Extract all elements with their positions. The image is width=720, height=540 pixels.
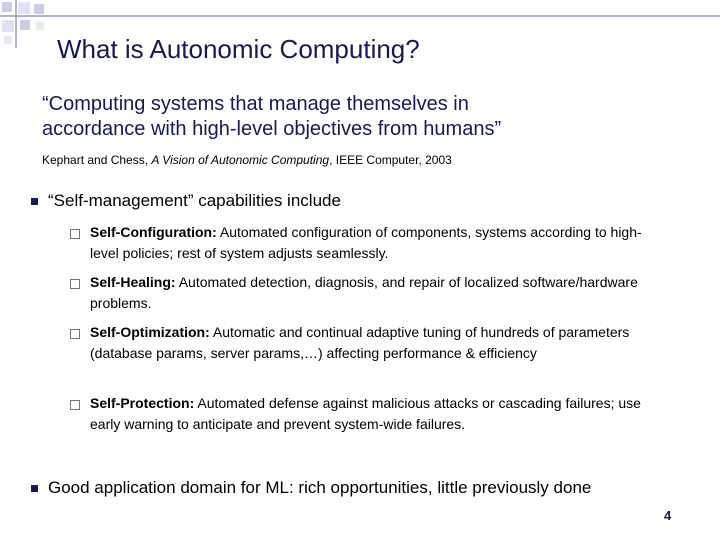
citation-work: A Vision of Autonomic Computing	[151, 153, 330, 167]
citation	[42, 153, 452, 167]
page-number: 4	[664, 508, 672, 523]
subitem-text: Automated detection, diagnosis, and repair of localized software/hardware problems.	[90, 274, 638, 311]
subitem-term: Self-Optimization:	[90, 324, 210, 340]
citation-authors: Kephart and Chess,	[42, 153, 152, 167]
checkbox-icon	[70, 329, 80, 339]
checkbox-icon	[70, 279, 80, 289]
bullet-self-management: “Self-management” capabilities include	[48, 191, 341, 210]
subitem-self-protection	[90, 393, 650, 435]
subitem-self-optimization	[90, 322, 650, 364]
subitem-term: Self-Healing:	[90, 274, 176, 290]
checkbox-icon	[70, 229, 80, 239]
subitem-self-configuration	[90, 222, 650, 264]
subitem-term: Self-Protection:	[90, 395, 195, 411]
bullet-square-icon	[31, 485, 38, 492]
subitem-text: Automated defense against malicious attacks or cascading failures; use early warning to anticipate and prevent system-wide failures.	[90, 395, 641, 432]
subitem-text: Automatic and continual adaptive tuning of hundreds of parameters (database params, server params,…) affecting performance & efficiency	[90, 324, 630, 361]
bullet-square-icon	[31, 198, 38, 205]
definition-quote	[42, 92, 501, 142]
subitem-term: Self-Configuration:	[90, 224, 217, 240]
quote-line-2: accordance with high-level objectives from humans”	[42, 118, 502, 140]
citation-rest: , IEEE Computer, 2003	[329, 153, 452, 167]
quote-line-1: “Computing systems that manage themselves in	[42, 93, 469, 115]
subitem-self-healing	[90, 272, 650, 314]
subitem-text: Automated configuration of components, systems according to high-level policies; rest of system adjusts seamlessly.	[90, 224, 642, 261]
slide-title: What is Autonomic Computing?	[57, 34, 420, 64]
bullet-ml-domain: Good application domain for ML: rich opportunities, little previously done	[48, 478, 592, 497]
checkbox-icon	[70, 400, 80, 410]
